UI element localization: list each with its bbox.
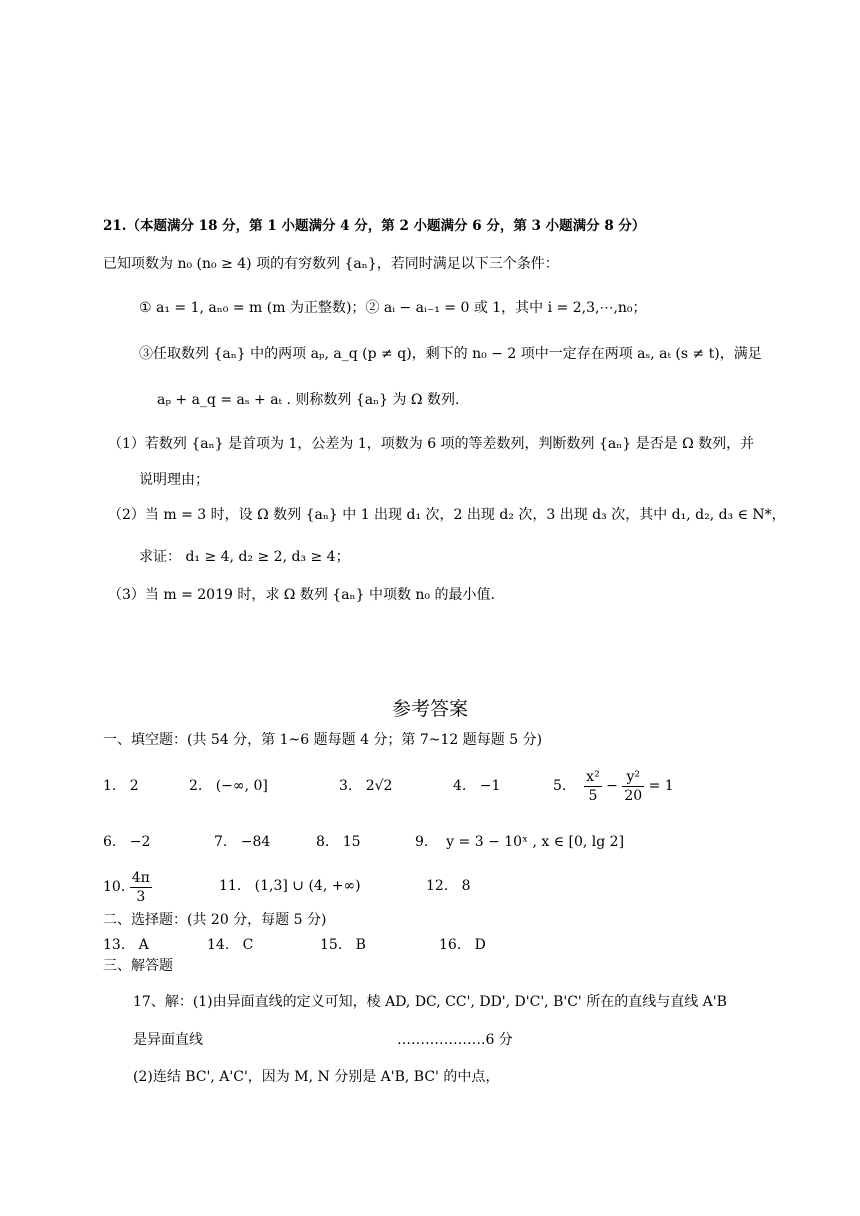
problem-21-conditions-1-2: ① a₁ = 1, aₙ₀ = m (m 为正整数)；② aᵢ − aᵢ₋₁ = 0 或 1，其中 i = 2,3,⋯,n₀； [139, 300, 647, 316]
answer-value: −2 [129, 834, 151, 850]
answer-item: 13. A [103, 937, 149, 953]
answer-value: (1,3] ∪ (4, +∞) [254, 878, 361, 894]
answer-item [189, 776, 268, 796]
answer-item [453, 776, 500, 796]
question-2-line-2: 求证： d₁ ≥ 4, d₂ ≥ 2, d₃ ≥ 4； [139, 549, 350, 565]
answer-value: 2 [129, 778, 139, 794]
answer-item [103, 776, 139, 796]
solution-17-line-1: 17、解：(1)由异面直线的定义可知，棱 AD, DC, CC', DD', D'C', B'C' 所在的直线与直线 A'B [133, 994, 727, 1010]
choice-heading: 二、选择题：(共 20 分，每题 5 分) [103, 912, 327, 928]
fill-in-heading: 一、填空题：(共 54 分，第 1~6 题每题 4 分；第 7~12 题每题 5 分) [103, 732, 543, 748]
problem-21-condition-3-part-b: aₚ + a_q = aₛ + aₜ . 则称数列 {aₙ} 为 Ω 数列. [157, 392, 460, 408]
problem-21-intro: 已知项数为 n₀ (n₀ ≥ 4) 项的有穷数列 {aₙ}，若同时满足以下三个条件： [103, 256, 559, 272]
fraction-4pi-over-3: $\frac{4\pi}{3}$ [131, 869, 150, 905]
answer-number: 4. [453, 778, 467, 794]
answer-item [316, 832, 361, 852]
answer-item [339, 776, 392, 796]
answer-item: 14. C [207, 937, 254, 953]
answer-item [214, 832, 270, 852]
answer-item: 5. $\frac{\text{x²}}{5}$ − $\frac{\text{y²}}{20}$ = 1 [553, 768, 674, 804]
answer-number: 5. [553, 778, 567, 794]
question-2-line-1: （2）当 m = 3 时，设 Ω 数列 {aₙ} 中 1 出现 d₁ 次，2 出现 d₂ 次，3 出现 d₃ 次，其中 d₁, d₂, d₃ ∈ N*， [108, 507, 786, 523]
answer-value: −1 [479, 778, 501, 794]
score-note: ……………….6 分 [397, 1032, 513, 1048]
question-1-line-1: （1）若数列 {aₙ} 是首项为 1，公差为 1，项数为 6 项的等差数列，判断数列 {aₙ} 是否是 Ω 数列，并 [108, 436, 755, 452]
answer-value: 15 [342, 834, 361, 850]
question-1-line-2: 说明理由； [139, 472, 209, 488]
answer-value: 8 [461, 878, 471, 894]
answer-number: 2. [189, 778, 203, 794]
answer-item: 16. D [439, 937, 486, 953]
answer-item [103, 866, 152, 908]
answer-item: 15. B [320, 937, 366, 953]
answer-number: 1. [103, 778, 117, 794]
answer-item [415, 832, 624, 852]
problem-21-condition-3-part-a: ③任取数列 {aₙ} 中的两项 aₚ, a_q (p ≠ q)，剩下的 n₀ − 2 项中一定存在两项 aₛ, aₜ (s ≠ t)，满足 [139, 346, 762, 362]
answer-value: 2√2 [365, 778, 393, 794]
answer-number: 9. [415, 834, 429, 850]
question-3: （3）当 m = 2019 时，求 Ω 数列 {aₙ} 中项数 n₀ 的最小值. [108, 587, 495, 603]
answer-number: 8. [316, 834, 330, 850]
answer-number: 6. [103, 834, 117, 850]
answer-value: −84 [240, 834, 271, 850]
answer-item [426, 876, 471, 896]
answers-title: 参考答案 [391, 698, 468, 720]
solve-heading: 三、解答题 [103, 958, 173, 974]
answer-item [103, 832, 150, 852]
answer-item [219, 876, 361, 896]
fraction-x2-over-5: $\frac{\text{x²}}{5}$ [586, 768, 600, 804]
solution-17-line-3: (2)连结 BC', A'C'，因为 M, N 分别是 A'B, BC' 的中点， [133, 1069, 500, 1085]
answer-number: 3. [339, 778, 353, 794]
answer-value: (−∞, 0] [215, 778, 268, 794]
answer-number: 10. [103, 879, 126, 895]
answer-number: 7. [214, 834, 228, 850]
problem-21-heading: 21.（本题满分 18 分，第 1 小题满分 4 分，第 2 小题满分 6 分，第 3 小题满分 8 分） [103, 218, 646, 234]
answer-value: y = 3 − 10ˣ , x ∈ [0, lg 2] [446, 834, 625, 850]
answer-number: 12. [426, 878, 449, 894]
answer-number: 11. [219, 878, 242, 894]
solution-17-line-2: 是异面直线 [133, 1032, 203, 1048]
fraction-y2-over-20: $\frac{\text{y²}}{20}$ [624, 768, 643, 804]
